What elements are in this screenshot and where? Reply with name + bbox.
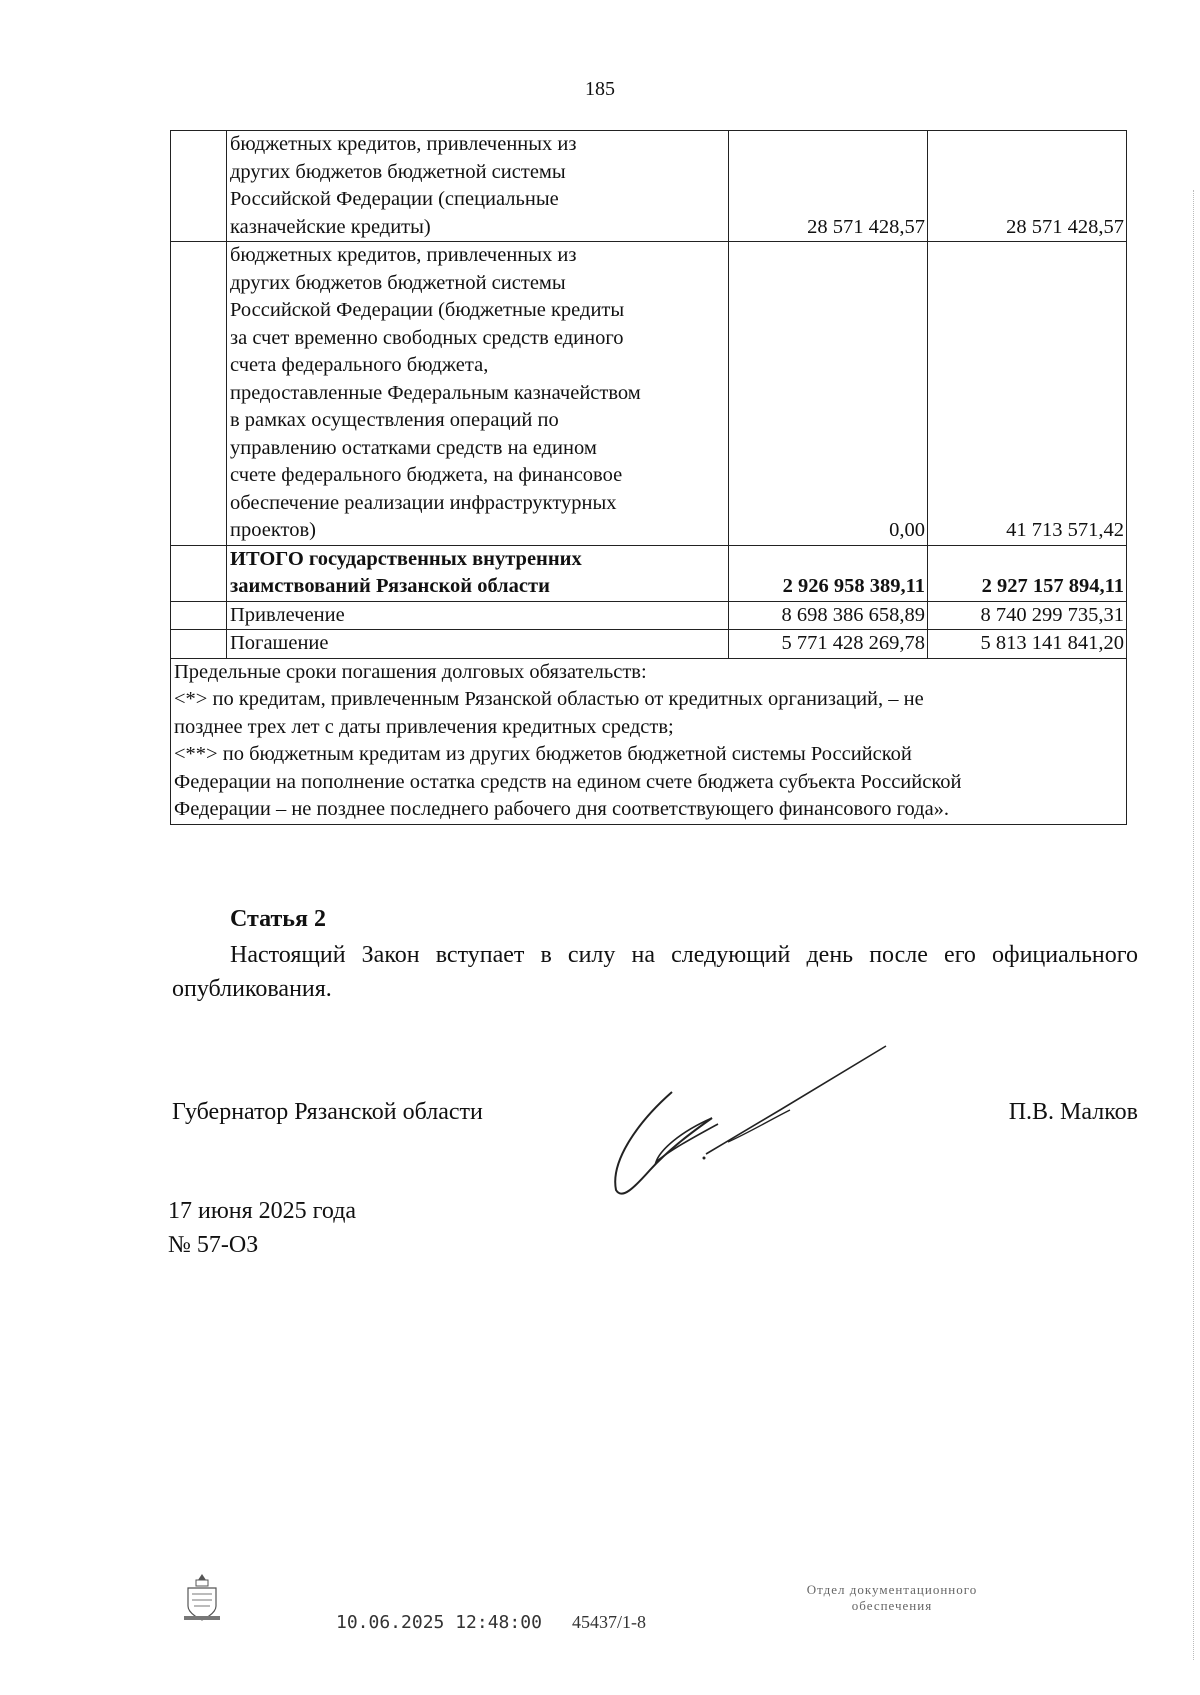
footer-code: 45437/1-8 [572,1612,646,1632]
note-line: Федерации на пополнение остатка средств на едином счете бюджета субъекта Российской [174,770,962,793]
index-cell [171,131,227,242]
article-title: Статья 2 [230,906,326,932]
amount-cell-2: 8 740 299 735,31 [928,601,1127,630]
description-line: счета федерального бюджета, [230,354,489,376]
description-line: заимствований Рязанской области [230,575,550,597]
table-row [171,242,1127,546]
description-line: обеспечение реализации инфраструктурных [230,491,617,514]
table-row [171,131,1127,242]
amount-cell-1: 8 698 386 658,89 [729,601,928,630]
amount-cell-1: 2 926 958 389,11 [729,545,928,601]
amount-cell-2: 28 571 428,57 [928,131,1127,242]
document-date: 17 июня 2025 года [168,1198,357,1224]
note-line: <**> по бюджетным кредитам из других бюджетов бюджетной системы Российской [174,743,912,765]
signatory-name: П.В. Малков [1008,1099,1138,1125]
page-number: 185 [585,78,615,100]
description-line: проектов) [230,519,316,541]
table-row [171,601,1127,630]
index-cell [171,630,227,659]
description-line: других бюджетов бюджетной системы [230,271,566,294]
signatory-title: Губернатор Рязанской области [172,1099,483,1125]
description-cell [227,630,729,659]
document-number: № 57-ОЗ [168,1232,259,1258]
amount-cell-2: 2 927 157 894,11 [928,545,1127,601]
description-cell [227,545,729,601]
description-line: бюджетных кредитов, привлеченных из [230,133,577,155]
coat-of-arms-icon [182,1572,222,1622]
description-line: управлению остатками средств на едином [230,436,597,459]
amount-cell-1: 0,00 [729,242,928,546]
table-body [171,131,1127,659]
description-cell [227,601,729,630]
stamp-line-2: обеспечения [851,1598,933,1613]
table-row [171,545,1127,601]
amount-cell-1: 5 771 428 269,78 [729,630,928,659]
description-line: Привлечение [230,603,345,626]
description-line: в рамках осуществления операций по [230,409,559,431]
description-line: ИТОГО государственных внутренних [230,547,582,570]
index-cell [171,601,227,630]
description-line: других бюджетов бюджетной системы [230,160,566,183]
article-text: Настоящий Закон вступает в силу на следующий день после его официального опубликования. [172,942,1138,1002]
amount-cell-1: 28 571 428,57 [729,131,928,242]
note-line: <*> по кредитам, привлеченным Рязанской областью от кредитных организаций, – не [174,688,924,710]
note-cell [171,658,1127,824]
index-cell [171,242,227,546]
note-line: позднее трех лет с даты привлечения кредитных средств; [174,715,674,738]
description-line: Погашение [230,632,329,654]
handwritten-signature [600,1040,900,1210]
description-line: предоставленные Федеральным казначейством [230,381,641,404]
description-cell [227,242,729,546]
note-line: Предельные сроки погашения долговых обязательств: [174,660,647,683]
amount-cell-2: 5 813 141 841,20 [928,630,1127,659]
description-line: Российской Федерации (бюджетные кредиты [230,299,625,321]
description-line: бюджетных кредитов, привлеченных из [230,244,577,266]
scan-edge-line [1193,190,1194,1660]
footer-timestamp: 10.06.2025 12:48:00 [336,1612,542,1633]
borrowing-table [170,130,1127,825]
note-row [171,658,1127,824]
table-row [171,630,1127,659]
index-cell [171,545,227,601]
description-cell [227,131,729,242]
stamp-line-1: Отдел документационного [806,1582,978,1597]
description-line: счете федерального бюджета, на финансовое [230,464,623,486]
description-line: Российской Федерации (специальные [230,188,559,210]
department-stamp [752,1582,1032,1614]
note-line: Федерации – не позднее последнего рабочего дня соответствующего финансового года». [174,798,950,820]
amount-cell-2: 41 713 571,42 [928,242,1127,546]
description-line: за счет временно свободных средств единого [230,326,624,349]
description-line: казначейские кредиты) [230,215,431,238]
